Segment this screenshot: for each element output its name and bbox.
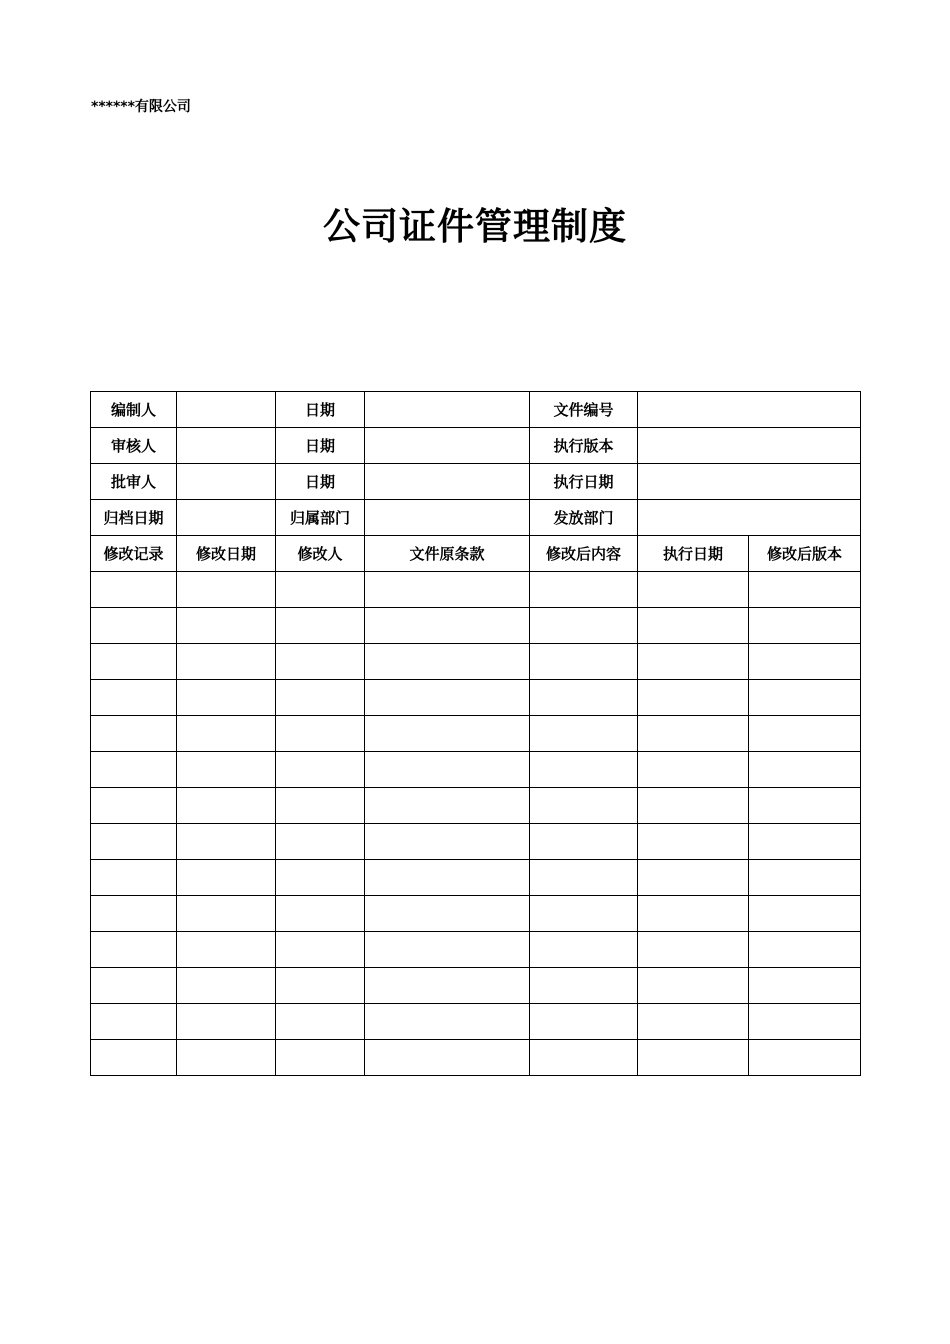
revision-cell[interactable] bbox=[530, 1040, 638, 1076]
info-value[interactable] bbox=[177, 428, 276, 464]
revision-cell[interactable] bbox=[638, 572, 749, 608]
revision-cell[interactable] bbox=[638, 752, 749, 788]
column-header: 文件原条款 bbox=[365, 536, 530, 572]
revision-cell[interactable] bbox=[749, 824, 861, 860]
revision-cell[interactable] bbox=[638, 860, 749, 896]
revision-row bbox=[91, 644, 861, 680]
revision-row bbox=[91, 1004, 861, 1040]
info-label: 审核人 bbox=[91, 428, 177, 464]
revision-row bbox=[91, 752, 861, 788]
info-value[interactable] bbox=[638, 428, 861, 464]
info-label: 归属部门 bbox=[276, 500, 365, 536]
revision-cell[interactable] bbox=[91, 860, 177, 896]
revision-cell[interactable] bbox=[749, 860, 861, 896]
revision-cell[interactable] bbox=[749, 1040, 861, 1076]
revision-cell[interactable] bbox=[365, 896, 530, 932]
revision-cell[interactable] bbox=[749, 932, 861, 968]
revision-cell[interactable] bbox=[177, 860, 276, 896]
revision-cell[interactable] bbox=[276, 644, 365, 680]
revision-cell[interactable] bbox=[749, 608, 861, 644]
revision-cell[interactable] bbox=[177, 572, 276, 608]
revision-cell[interactable] bbox=[365, 932, 530, 968]
revision-row bbox=[91, 608, 861, 644]
revision-cell[interactable] bbox=[91, 788, 177, 824]
revision-row bbox=[91, 932, 861, 968]
info-value[interactable] bbox=[177, 464, 276, 500]
info-label: 执行日期 bbox=[530, 464, 638, 500]
revision-cell[interactable] bbox=[638, 788, 749, 824]
revision-row bbox=[91, 896, 861, 932]
revision-cell[interactable] bbox=[177, 968, 276, 1004]
info-label: 归档日期 bbox=[91, 500, 177, 536]
revision-cell[interactable] bbox=[177, 752, 276, 788]
info-row bbox=[91, 428, 861, 464]
revision-cell[interactable] bbox=[276, 680, 365, 716]
revision-cell[interactable] bbox=[365, 572, 530, 608]
revision-cell[interactable] bbox=[365, 752, 530, 788]
revision-row bbox=[91, 680, 861, 716]
info-label: 日期 bbox=[276, 428, 365, 464]
revision-cell[interactable] bbox=[749, 788, 861, 824]
info-value[interactable] bbox=[365, 392, 530, 428]
revision-cell[interactable] bbox=[638, 608, 749, 644]
revision-header-row bbox=[91, 536, 861, 572]
revision-cell[interactable] bbox=[91, 932, 177, 968]
revision-cell[interactable] bbox=[638, 824, 749, 860]
revision-cell[interactable] bbox=[530, 824, 638, 860]
info-row bbox=[91, 500, 861, 536]
revision-row bbox=[91, 788, 861, 824]
info-label: 日期 bbox=[276, 392, 365, 428]
revision-cell[interactable] bbox=[638, 968, 749, 1004]
document-control-table bbox=[90, 391, 861, 1076]
revision-cell[interactable] bbox=[276, 824, 365, 860]
revision-row bbox=[91, 824, 861, 860]
revision-cell[interactable] bbox=[749, 968, 861, 1004]
revision-row bbox=[91, 1040, 861, 1076]
revision-cell[interactable] bbox=[276, 752, 365, 788]
revision-cell[interactable] bbox=[91, 644, 177, 680]
revision-cell[interactable] bbox=[177, 1040, 276, 1076]
revision-cell[interactable] bbox=[638, 896, 749, 932]
revision-cell[interactable] bbox=[530, 572, 638, 608]
revision-cell[interactable] bbox=[638, 932, 749, 968]
revision-cell[interactable] bbox=[91, 896, 177, 932]
revision-cell[interactable] bbox=[276, 1040, 365, 1076]
revision-cell[interactable] bbox=[91, 680, 177, 716]
revision-row bbox=[91, 968, 861, 1004]
info-row bbox=[91, 392, 861, 428]
revision-cell[interactable] bbox=[530, 644, 638, 680]
revision-cell[interactable] bbox=[530, 716, 638, 752]
revision-row bbox=[91, 716, 861, 752]
info-value[interactable] bbox=[177, 500, 276, 536]
revision-cell[interactable] bbox=[749, 752, 861, 788]
revision-cell[interactable] bbox=[365, 680, 530, 716]
revision-cell[interactable] bbox=[276, 860, 365, 896]
info-value[interactable] bbox=[638, 464, 861, 500]
revision-cell[interactable] bbox=[749, 644, 861, 680]
revision-cell[interactable] bbox=[276, 572, 365, 608]
revision-cell[interactable] bbox=[638, 644, 749, 680]
revision-cell[interactable] bbox=[276, 608, 365, 644]
revision-cell[interactable] bbox=[177, 788, 276, 824]
revision-cell[interactable] bbox=[91, 824, 177, 860]
revision-cell[interactable] bbox=[177, 608, 276, 644]
revision-cell[interactable] bbox=[365, 824, 530, 860]
revision-cell[interactable] bbox=[530, 860, 638, 896]
revision-cell[interactable] bbox=[91, 572, 177, 608]
revision-cell[interactable] bbox=[530, 968, 638, 1004]
revision-cell[interactable] bbox=[177, 1004, 276, 1040]
revision-cell[interactable] bbox=[530, 752, 638, 788]
revision-cell[interactable] bbox=[365, 608, 530, 644]
column-header: 修改日期 bbox=[177, 536, 276, 572]
revision-cell[interactable] bbox=[177, 896, 276, 932]
revision-cell[interactable] bbox=[749, 716, 861, 752]
column-header: 执行日期 bbox=[638, 536, 749, 572]
revision-cell[interactable] bbox=[530, 932, 638, 968]
info-value[interactable] bbox=[365, 500, 530, 536]
revision-row bbox=[91, 860, 861, 896]
revision-cell[interactable] bbox=[276, 716, 365, 752]
revision-cell[interactable] bbox=[365, 1040, 530, 1076]
revision-cell[interactable] bbox=[276, 788, 365, 824]
info-label: 批审人 bbox=[91, 464, 177, 500]
revision-cell[interactable] bbox=[749, 680, 861, 716]
revision-row bbox=[91, 572, 861, 608]
revision-cell[interactable] bbox=[91, 1004, 177, 1040]
revision-cell[interactable] bbox=[530, 680, 638, 716]
revision-cell[interactable] bbox=[177, 824, 276, 860]
column-header: 修改后内容 bbox=[530, 536, 638, 572]
revision-cell[interactable] bbox=[638, 680, 749, 716]
revision-cell[interactable] bbox=[276, 896, 365, 932]
revision-cell[interactable] bbox=[638, 716, 749, 752]
revision-cell[interactable] bbox=[365, 1004, 530, 1040]
info-row bbox=[91, 464, 861, 500]
revision-cell[interactable] bbox=[276, 1004, 365, 1040]
info-value[interactable] bbox=[365, 428, 530, 464]
revision-cell[interactable] bbox=[365, 716, 530, 752]
revision-cell[interactable] bbox=[365, 644, 530, 680]
document-title: 公司证件管理制度 bbox=[323, 205, 627, 248]
info-value[interactable] bbox=[638, 392, 861, 428]
revision-cell[interactable] bbox=[530, 608, 638, 644]
revision-cell[interactable] bbox=[749, 572, 861, 608]
revision-cell[interactable] bbox=[638, 1004, 749, 1040]
revision-cell[interactable] bbox=[276, 968, 365, 1004]
info-label: 文件编号 bbox=[530, 392, 638, 428]
revision-cell[interactable] bbox=[177, 644, 276, 680]
revision-cell[interactable] bbox=[276, 932, 365, 968]
column-header: 修改后版本 bbox=[749, 536, 861, 572]
revision-cell[interactable] bbox=[91, 608, 177, 644]
company-name: ******有限公司 bbox=[91, 99, 191, 115]
info-label: 日期 bbox=[276, 464, 365, 500]
column-header: 修改记录 bbox=[91, 536, 177, 572]
revision-cell[interactable] bbox=[638, 1040, 749, 1076]
revision-cell[interactable] bbox=[91, 716, 177, 752]
column-header: 修改人 bbox=[276, 536, 365, 572]
revision-cell[interactable] bbox=[530, 788, 638, 824]
revision-cell[interactable] bbox=[530, 1004, 638, 1040]
revision-cell[interactable] bbox=[91, 968, 177, 1004]
info-label: 发放部门 bbox=[530, 500, 638, 536]
revision-cell[interactable] bbox=[91, 752, 177, 788]
info-value[interactable] bbox=[638, 500, 861, 536]
revision-cell[interactable] bbox=[91, 1040, 177, 1076]
info-value[interactable] bbox=[365, 464, 530, 500]
info-label: 执行版本 bbox=[530, 428, 638, 464]
revision-cell[interactable] bbox=[177, 716, 276, 752]
info-value[interactable] bbox=[177, 392, 276, 428]
revision-cell[interactable] bbox=[749, 896, 861, 932]
revision-cell[interactable] bbox=[177, 932, 276, 968]
revision-cell[interactable] bbox=[749, 1004, 861, 1040]
revision-cell[interactable] bbox=[530, 896, 638, 932]
info-label: 编制人 bbox=[91, 392, 177, 428]
revision-cell[interactable] bbox=[177, 680, 276, 716]
revision-cell[interactable] bbox=[365, 968, 530, 1004]
revision-cell[interactable] bbox=[365, 788, 530, 824]
revision-cell[interactable] bbox=[365, 860, 530, 896]
